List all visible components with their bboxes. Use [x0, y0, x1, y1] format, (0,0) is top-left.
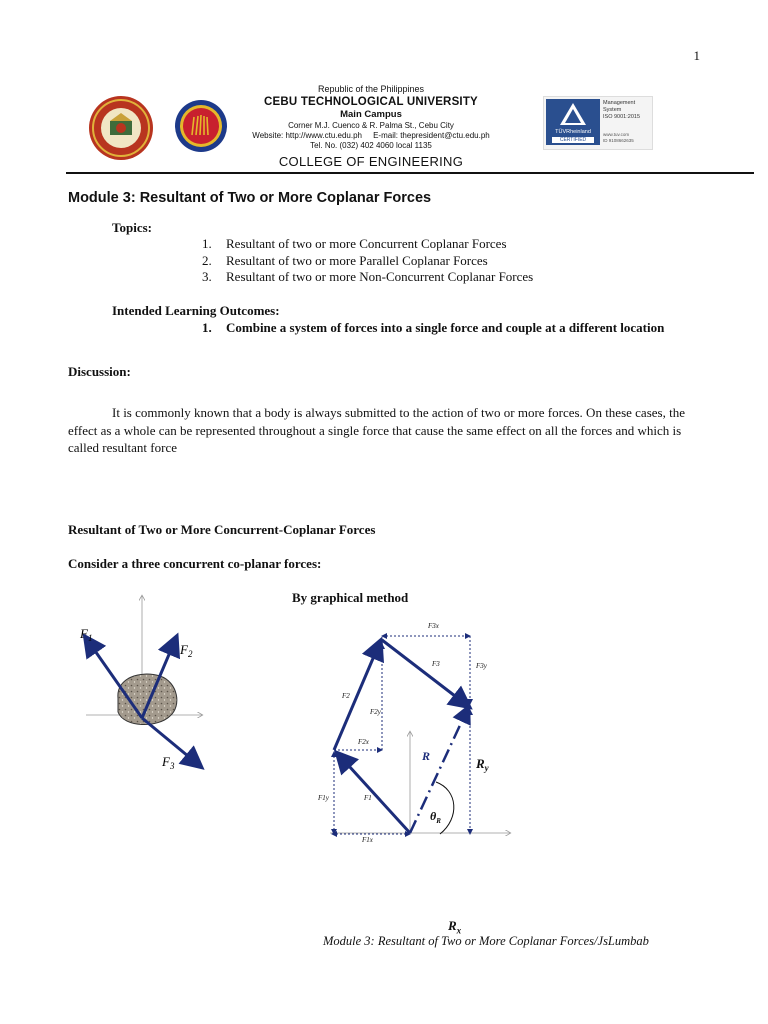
section-heading: Resultant of Two or More Concurrent-Coplanar Forces [68, 522, 376, 537]
college-name: COLLEGE OF ENGINEERING [278, 154, 464, 169]
topic-text: Resultant of two or more Non-Concurrent Coplanar Forces [226, 269, 534, 284]
label-f2x: F2x [358, 738, 369, 746]
discussion-paragraph [68, 404, 708, 457]
cert-small-text [603, 132, 634, 144]
outcome-item-1 [202, 320, 664, 336]
discussion-heading: Discussion: [68, 364, 131, 379]
cert-text-line-1: Management [603, 100, 636, 106]
page-footer: Module 3: Resultant of Two or More Coplanar Forces/JsLumbab [323, 934, 649, 948]
label-f1: $F_1$ [80, 626, 93, 643]
label-f1x: F1x [362, 836, 373, 844]
republic-line: Republic of the Philippines [317, 84, 425, 94]
force-f2-vector [334, 642, 380, 750]
cert-text [603, 100, 640, 121]
rx-label [448, 918, 461, 936]
address-line: Corner M.J. Cuenco & R. Palma St., Cebu City [288, 121, 454, 130]
resultant-vector [410, 708, 468, 833]
force-polygon-figure [310, 612, 520, 852]
certified-label: CERTIFIED [552, 137, 594, 143]
topic-text: Resultant of two or more Concurrent Coplanar Forces [226, 236, 507, 251]
website-email-line: Website: http://www.ctu.edu.ph E-mail: thepresident@ctu.edu.ph [252, 131, 490, 140]
label-theta: $\theta_R$ [430, 809, 441, 825]
campus-name: Main Campus [340, 109, 402, 120]
label-f1y: F1y [318, 794, 329, 802]
tuv-triangle-icon [546, 99, 600, 131]
topics-heading: Topics: [112, 220, 152, 235]
rx-main: R [448, 918, 457, 933]
topic-item-2 [202, 253, 488, 269]
graphical-method-label: By graphical method [292, 590, 409, 605]
label-f2: $F_2$ [180, 642, 193, 659]
university-header [240, 84, 502, 151]
cert-small-line-2: ID 9108662635 [603, 138, 634, 143]
label-f3y: F3y [476, 662, 487, 670]
telephone-line: Tel. No. (032) 402 4060 local 1135 [310, 141, 432, 150]
outcome-text: Combine a system of forces into a single force and couple at a different location [226, 320, 665, 335]
force-f3-arrow [142, 718, 200, 766]
label-r: R [422, 749, 431, 763]
iso-certification-badge [543, 96, 653, 150]
topic-text: Resultant of two or more Parallel Coplanar Forces [226, 253, 488, 268]
label-f1: F1 [364, 794, 372, 802]
consider-text: Consider a three concurrent co-planar forces: [68, 556, 322, 571]
topic-item-3 [202, 269, 533, 285]
tuv-logo [546, 99, 600, 145]
theta-arc [436, 782, 454, 834]
label-f2: F2 [342, 692, 350, 700]
module-title: Module 3: Resultant of Two or More Coplanar Forces [68, 190, 432, 206]
cert-text-line-3: ISO 9001:2015 [603, 114, 641, 120]
tuv-brand: TÜVRheinland [555, 129, 591, 135]
topic-number: 3. [202, 269, 212, 284]
topic-item-1 [202, 236, 507, 252]
outcome-number: 1. [202, 320, 212, 335]
cert-small-line-1: www.tuv.com [603, 132, 630, 137]
topic-number: 1. [202, 236, 212, 251]
university-name: CEBU TECHNOLOGICAL UNIVERSITY [264, 96, 478, 108]
label-f3x: F3x [428, 622, 439, 630]
label-f3: F3 [432, 660, 440, 668]
rock-body [118, 674, 177, 725]
asean-logo [174, 99, 228, 153]
page-number: 1 [693, 48, 700, 63]
rx-sub: x [456, 925, 462, 936]
label-f3: $F_3$ [162, 754, 175, 771]
force-f1-vector [338, 754, 410, 833]
topic-number: 2. [202, 253, 212, 268]
label-ry: $R_y$ [476, 756, 489, 773]
university-seal-logo [88, 95, 154, 161]
concurrent-forces-figure [70, 588, 220, 778]
label-f2y: F2y [370, 708, 381, 716]
outcomes-heading: Intended Learning Outcomes: [112, 303, 280, 318]
discussion-text: It is commonly known that a body is always submitted to the action of two or more forces. On these cases, the effect as a whole can be represented throughout a single force that cause the same effect on all the forces and which is called resultant force [68, 405, 685, 455]
cert-text-line-2: System [603, 107, 622, 113]
header-divider [66, 172, 754, 174]
force-f3-vector [382, 640, 468, 706]
